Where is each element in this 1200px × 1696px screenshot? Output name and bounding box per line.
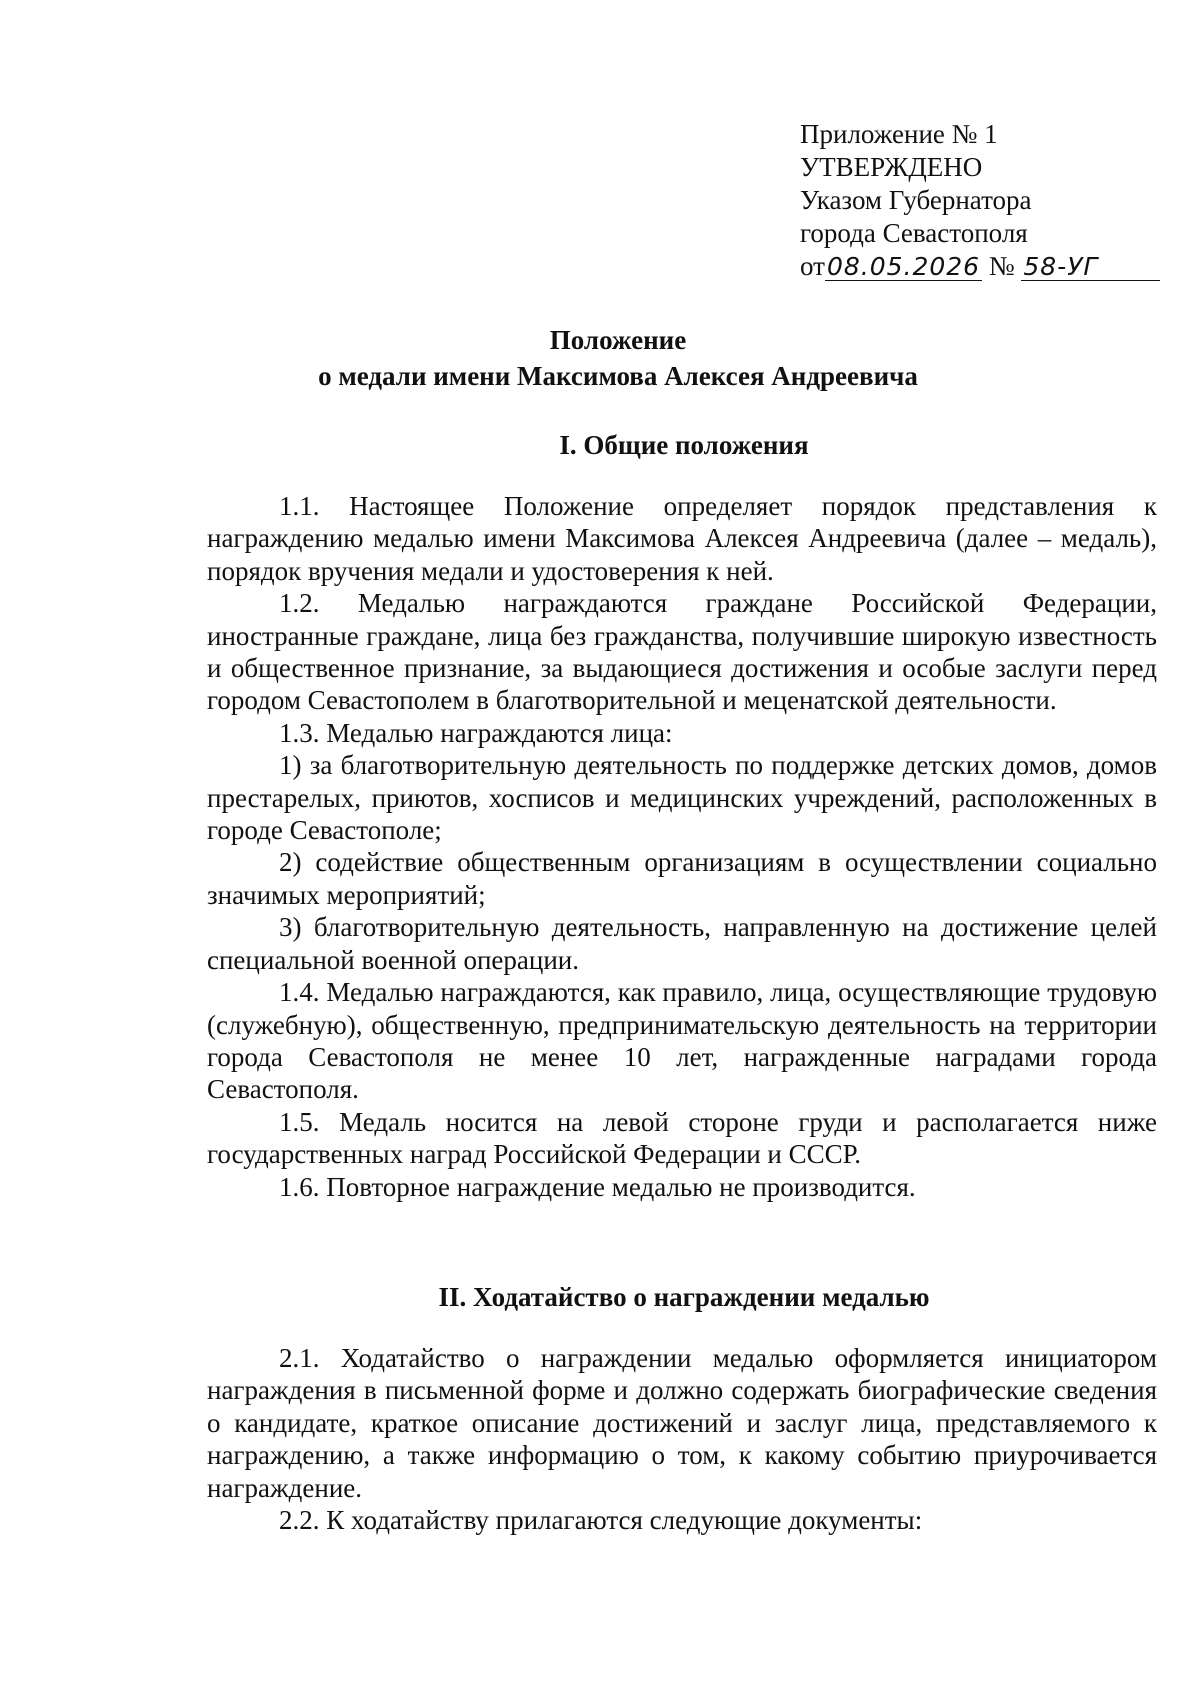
section-1-heading: I. Общие положения [559, 430, 809, 460]
section-2-heading: II. Ходатайство о награждении медалью [438, 1282, 930, 1312]
paragraph-1-3-item-2: 2) содействие общественным организациям в осуществлении социально значимых мероприятий; [207, 847, 1157, 910]
document-title: Положение [549, 325, 687, 355]
decree-city: города Севастополя [800, 218, 1028, 248]
date-prefix: от [800, 251, 825, 281]
paragraph-1-5: 1.5. Медаль носится на левой стороне груди и располагается ниже государственных наград Российской Федерации и СССР. [207, 1106, 1157, 1170]
handwritten-date: 08.05.2026 [826, 252, 981, 281]
appendix-number: Приложение № 1 [800, 119, 998, 149]
section-2-body [207, 1342, 1157, 1536]
paragraph-1-1: 1.1. Настоящее Положение определяет порядок представления к награждению медалью имени Максимова Алексея Андреевича (далее – медаль), порядок вручения медали и удостоверения к ней. [207, 491, 1157, 586]
decree-authority: Указом Губернатора [800, 185, 1032, 215]
paragraph-1-4: 1.4. Медалью награждаются, как правило, лица, осуществляющие трудовую (служебную), общественную, предпринимательскую деятельность на территории города Севастополя не менее 10 лет, награжденные наградами города Севастополя. [207, 977, 1157, 1105]
approval-stamp-block [800, 118, 1160, 283]
handwritten-number: 58-УГ [1021, 254, 1160, 281]
number-prefix: № [988, 251, 1015, 281]
section-1-body [207, 490, 1157, 1203]
paragraph-2-1: 2.1. Ходатайство о награждении медалью оформляется инициатором награждения в письменной форме и должно содержать биографические сведения о кандидате, краткое описание достижений и заслуг лица, представляемого к награждению, а также информацию о том, к какому событию приурочивается награждение. [207, 1343, 1157, 1503]
decree-date-number [800, 250, 1160, 283]
paragraph-2-2: 2.2. К ходатайству прилагаются следующие документы: [279, 1505, 923, 1536]
paragraph-1-3-item-3: 3) благотворительную деятельность, направленную на достижение целей специальной военной операции. [207, 912, 1157, 975]
paragraph-1-2: 1.2. Медалью награждаются граждане Российской Федерации, иностранные граждане, лица без гражданства, получившие широкую известность и общественное признание, за выдающиеся достижения и особые заслуги перед городом Севастополем в благотворительной и меценатской деятельности. [207, 588, 1157, 716]
paragraph-1-6: 1.6. Повторное награждение медалью не производится. [279, 1171, 916, 1202]
paragraph-1-3: 1.3. Медалью награждаются лица: [279, 717, 673, 748]
paragraph-1-3-item-1: 1) за благотворительную деятельность по поддержке детских домов, домов престарелых, приютов, хосписов и медицинских учреждений, расположенных в городе Севастополе; [207, 750, 1157, 846]
approved-label: УТВЕРЖДЕНО [800, 152, 983, 182]
document-subtitle: о медали имени Максимова Алексея Андреевича [318, 361, 918, 391]
